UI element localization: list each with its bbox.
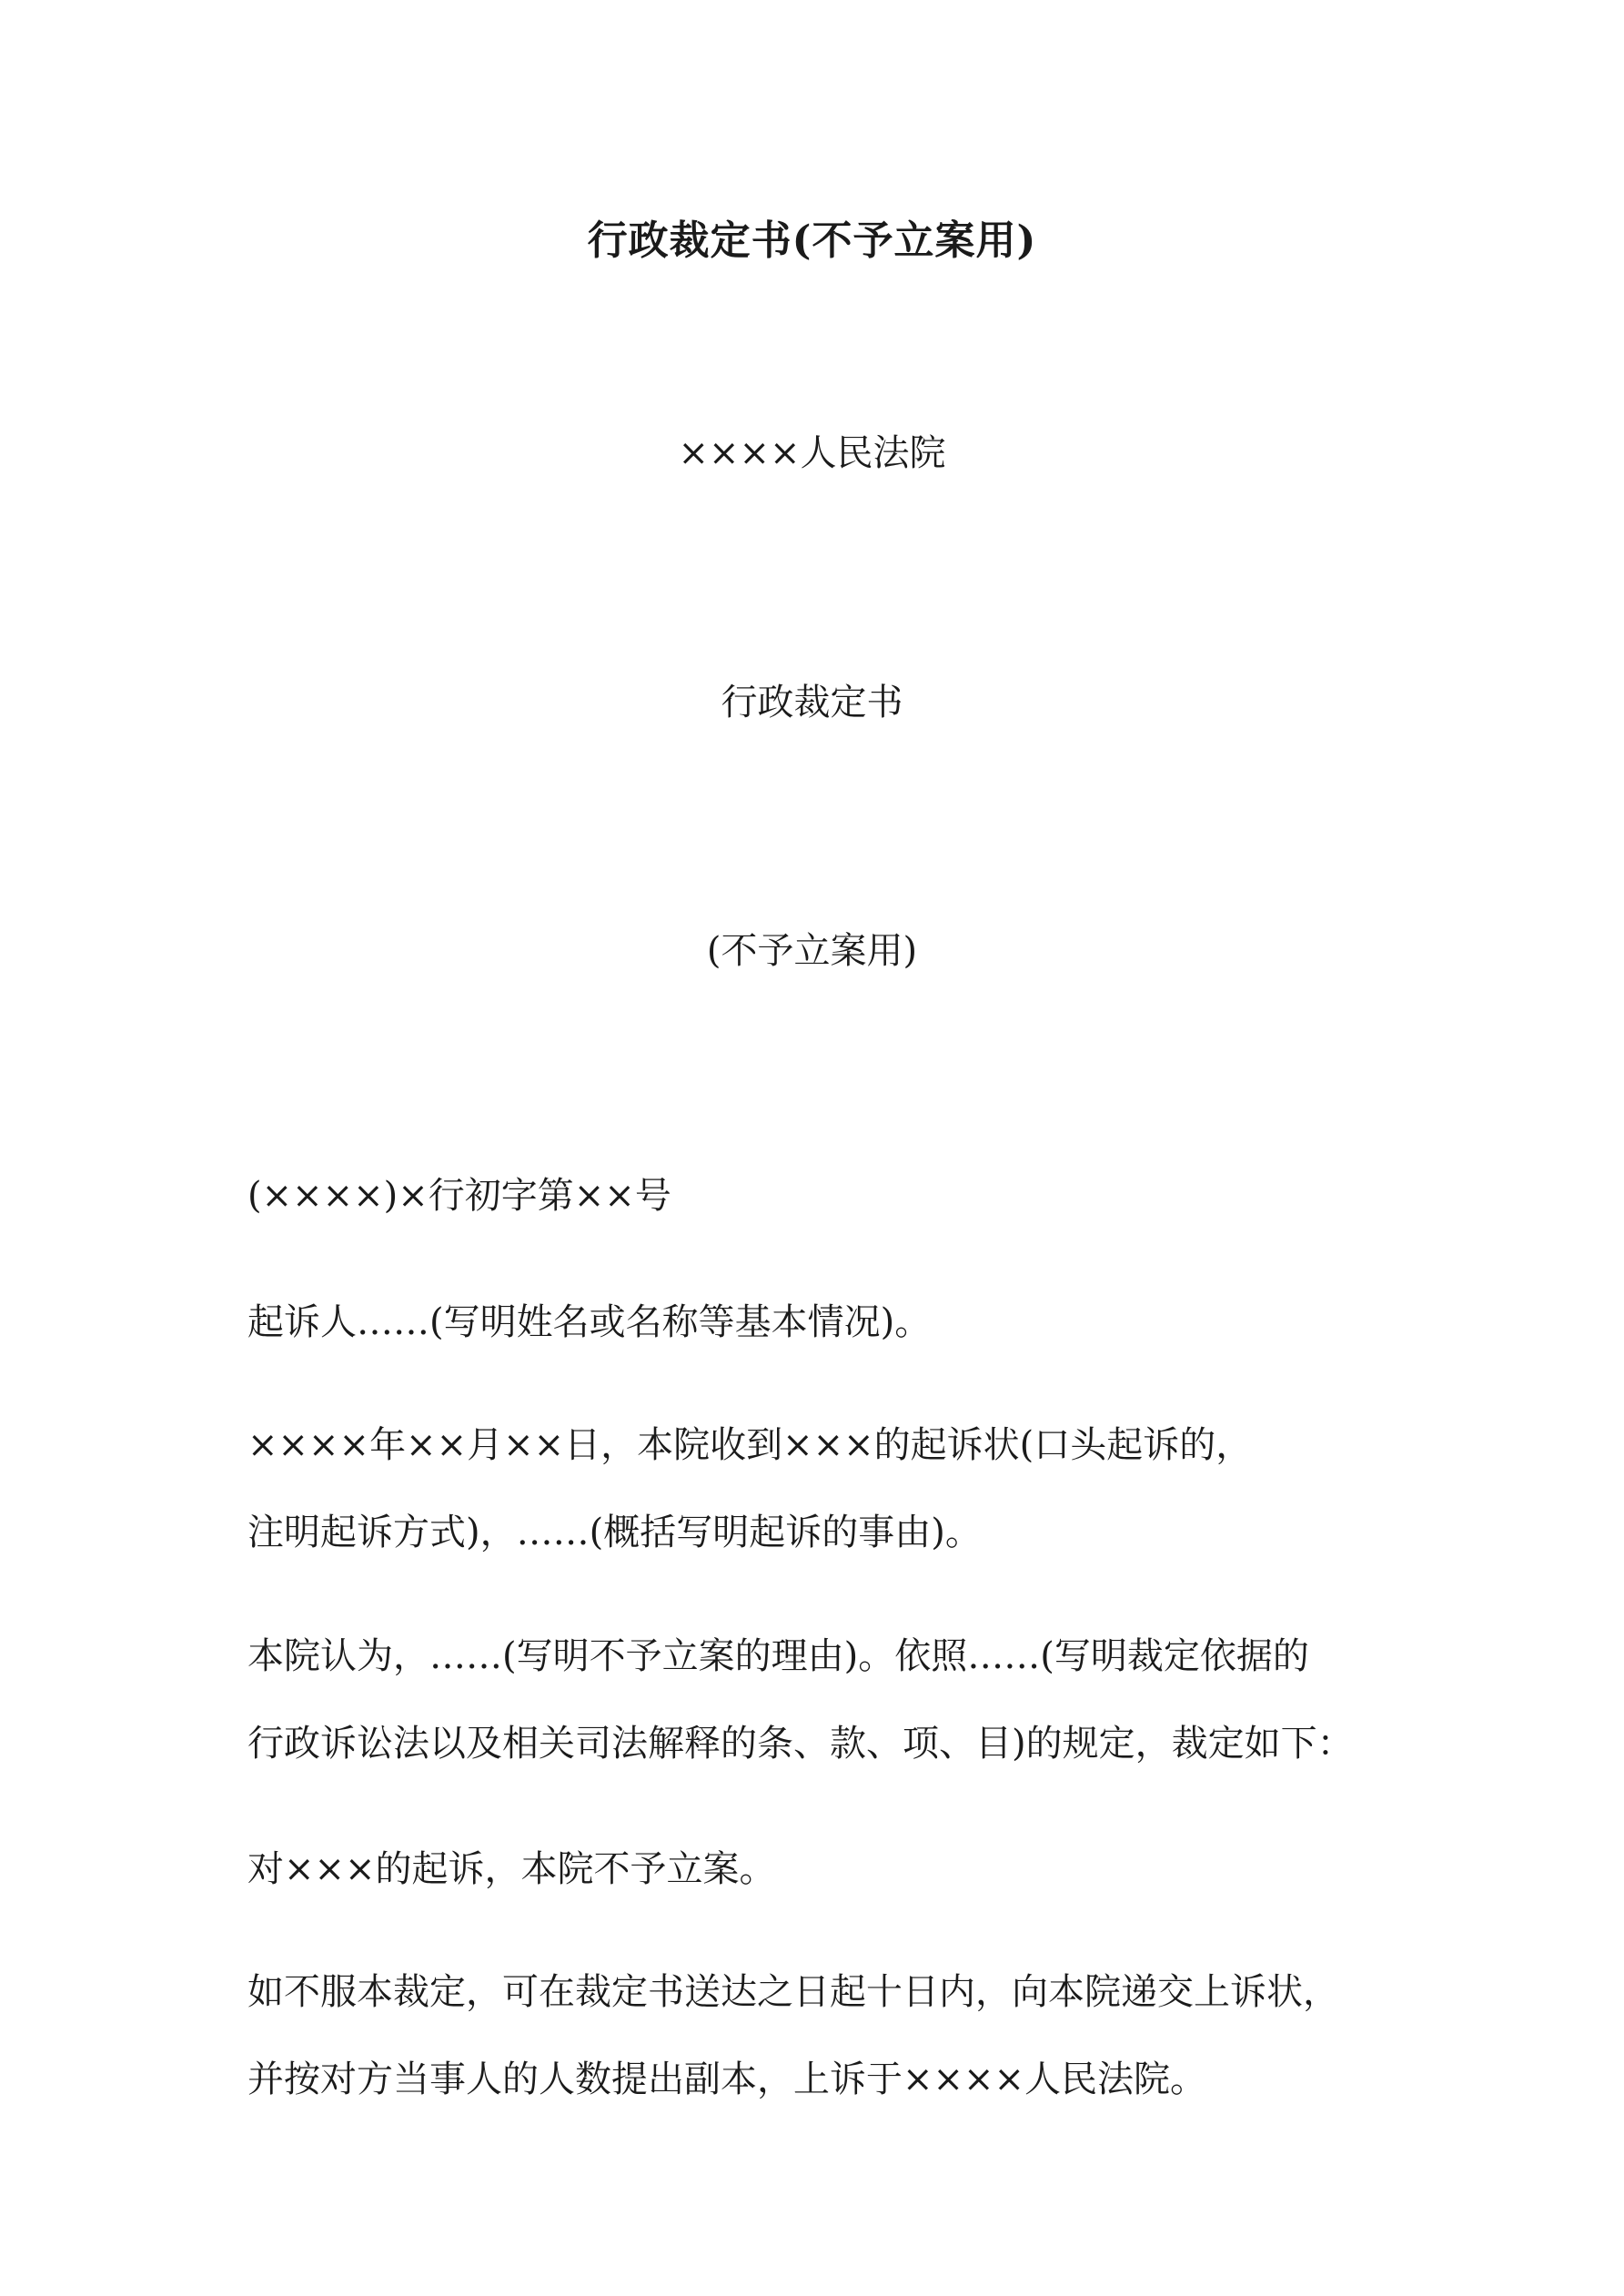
appeal-paragraph-line-1: 如不服本裁定，可在裁定书送达之日起十日内，向本院递交上诉状， — [247, 1971, 1339, 2013]
reasoning-paragraph-line-2: 行政诉讼法以及相关司法解释的条、款、项、目)的规定，裁定如下： — [247, 1723, 1354, 1765]
facts-paragraph-line-2: 注明起诉方式)，……(概括写明起诉的事由)。 — [247, 1512, 982, 1553]
court-name: ××××人民法院 — [678, 432, 946, 474]
reasoning-paragraph-line-1: 本院认为，……(写明不予立案的理由)。依照……(写明裁定依据的 — [247, 1635, 1309, 1677]
document-type: 行政裁定书 — [721, 682, 903, 723]
plaintiff-paragraph: 起诉人……(写明姓名或名称等基本情况)。 — [247, 1301, 932, 1343]
case-number: (××××)×行初字第××号 — [247, 1175, 671, 1217]
facts-paragraph-line-1: ××××年××月××日，本院收到×××的起诉状(口头起诉的， — [247, 1424, 1253, 1466]
ruling-paragraph: 对×××的起诉，本院不予立案。 — [247, 1848, 776, 1890]
document-title: 行政裁定书(不予立案用) — [587, 217, 1037, 264]
document-subtype: (不予立案用) — [706, 930, 918, 972]
appeal-paragraph-line-2: 并按对方当事人的人数提出副本，上诉于××××人民法院。 — [247, 2058, 1207, 2100]
